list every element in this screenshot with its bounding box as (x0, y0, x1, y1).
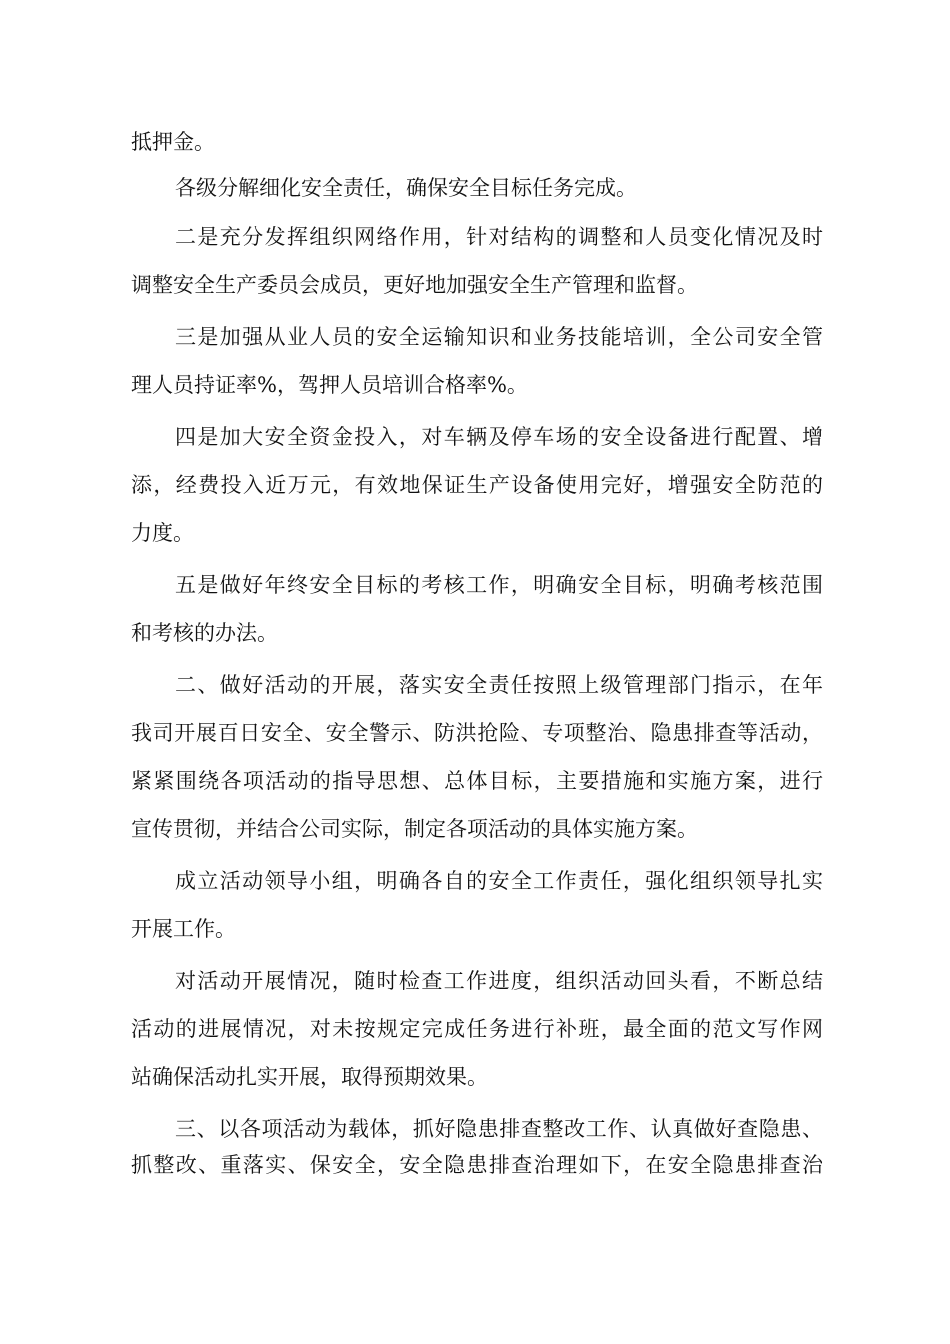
text-line-6: 理人员持证率%，驾押人员培训合格率%。 (131, 373, 528, 397)
text-line-7: 四是加大安全资金投入，对车辆及停车场的安全设备进行配置、增 (175, 425, 823, 449)
text-line-14: 紧紧围绕各项活动的指导思想、总体目标，主要措施和实施方案，进行 (131, 769, 823, 793)
text-line-8: 添，经费投入近万元，有效地保证生产设备使用完好，增强安全防范的 (131, 473, 823, 497)
text-line-11: 和考核的办法。 (131, 621, 278, 645)
text-line-15: 宣传贯彻，并结合公司实际，制定各项活动的具体实施方案。 (131, 817, 698, 841)
text-line-5: 三是加强从业人员的安全运输知识和业务技能培训，全公司安全管 (175, 325, 823, 349)
text-line-20: 站确保活动扎实开展，取得预期效果。 (131, 1065, 488, 1089)
text-line-16: 成立活动领导小组，明确各自的安全工作责任，强化组织领导扎实 (175, 869, 823, 893)
text-line-1: 抵押金。 (131, 130, 215, 154)
text-line-9: 力度。 (131, 521, 194, 545)
text-line-19: 活动的进展情况，对未按规定完成任务进行补班，最全面的范文写作网 (131, 1017, 823, 1041)
text-line-2: 各级分解细化安全责任，确保安全目标任务完成。 (175, 176, 637, 200)
text-line-10: 五是做好年终安全目标的考核工作，明确安全目标，明确考核范围 (175, 573, 823, 597)
text-line-13: 我司开展百日安全、安全警示、防洪抢险、专项整治、隐患排查等活动， (131, 721, 823, 745)
text-line-4: 调整安全生产委员会成员，更好地加强安全生产管理和监督。 (131, 273, 698, 297)
text-line-3: 二是充分发挥组织网络作用，针对结构的调整和人员变化情况及时 (175, 225, 823, 249)
text-line-17: 开展工作。 (131, 917, 236, 941)
text-line-12: 二、做好活动的开展，落实安全责任按照上级管理部门指示，在年 (175, 673, 823, 697)
text-line-21: 三、以各项活动为载体，抓好隐患排查整改工作、认真做好查隐患、 (175, 1117, 823, 1141)
text-line-18: 对活动开展情况，随时检查工作进度，组织活动回头看，不断总结 (175, 969, 823, 993)
text-line-22: 抓整改、重落实、保安全，安全隐患排查治理如下，在安全隐患排查治 (131, 1153, 823, 1177)
